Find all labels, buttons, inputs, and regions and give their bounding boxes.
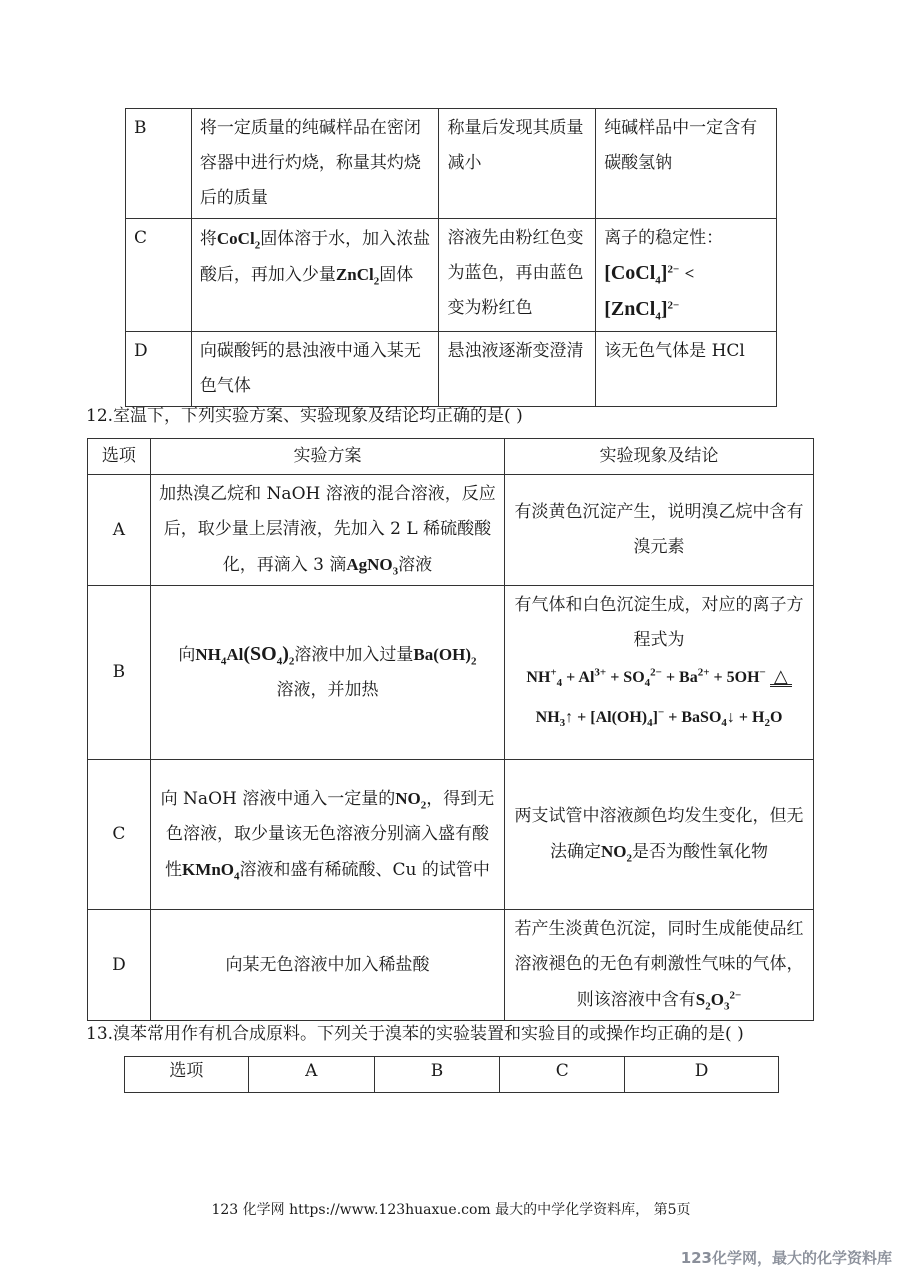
option-cell: A xyxy=(88,475,151,586)
table-header-row xyxy=(88,439,814,475)
option-cell: D xyxy=(88,910,151,1021)
table-row xyxy=(126,332,777,407)
table-row xyxy=(88,586,814,760)
table-row xyxy=(126,219,777,332)
heat-symbol: △ xyxy=(770,668,792,687)
method-cell: 加热溴乙烷和 NaOH 溶液的混合溶液，反应后，取少量上层清液，先加入 2 L 稀硫酸酸化，再滴入 3 滴AgNO$_3$溶液 xyxy=(150,475,504,586)
conclusion-cell: 离子的稳定性： [CoCl$_4$]$^{2-}$ < [ZnCl$_4$]$^{2-}$ xyxy=(596,219,777,332)
header-result: 实验现象及结论 xyxy=(505,439,814,475)
table-row xyxy=(88,760,814,910)
question-12: 12.室温下，下列实验方案、实验现象及结论均正确的是( ) xyxy=(86,406,523,426)
method-cell: 向某无色溶液中加入稀盐酸 xyxy=(150,910,504,1021)
conclusion-cell: 纯碱样品中一定含有碳酸氢钠 xyxy=(596,109,777,219)
phenomenon-cell: 悬浊液逐渐变澄清 xyxy=(439,332,596,407)
option-cell: D xyxy=(126,332,192,407)
method-cell: 向碳酸钙的悬浊液中通入某无色气体 xyxy=(191,332,439,407)
equation-line-1: $NH^+_4 + Al^{3+} + SO_4^{2-} + Ba^{2+} + 5OH^-$ △ xyxy=(513,658,805,698)
header-a: A xyxy=(248,1057,374,1093)
header-c: C xyxy=(500,1057,625,1093)
option-cell: C xyxy=(88,760,151,910)
watermark: 123化学网，最大的化学资料库 xyxy=(680,1249,892,1267)
phenomenon-cell: 称量后发现其质量减小 xyxy=(439,109,596,219)
table-row xyxy=(88,910,814,1021)
result-cell xyxy=(505,586,814,760)
method-cell: 将CoCl$_2$固体溶于水，加入浓盐酸后，再加入少量ZnCl$_2$固体 xyxy=(191,219,439,332)
result-cell: 若产生淡黄色沉淀，同时生成能使品红溶液褪色的无色有刺激性气味的气体，则该溶液中含有$S_2O_3^{2-}$ xyxy=(505,910,814,1021)
result-cell: 两支试管中溶液颜色均发生变化，但无法确定$NO_2$是否为酸性氧化物 xyxy=(505,760,814,910)
question-13: 13.溴苯常用作有机合成原料。下列关于溴苯的实验装置和实验目的或操作均正确的是( ) xyxy=(86,1024,744,1044)
header-option: 选项 xyxy=(125,1057,249,1093)
header-method: 实验方案 xyxy=(150,439,504,475)
conclusion-cell: 该无色气体是 HCl xyxy=(596,332,777,407)
table-row xyxy=(88,475,814,586)
table-q12 xyxy=(87,438,814,1021)
table-header-row xyxy=(125,1057,779,1093)
header-d: D xyxy=(625,1057,779,1093)
method-cell: 向 NaOH 溶液中通入一定量的$NO_2$，得到无色溶液，取少量该无色溶液分别滴入盛有酸性KMnO$_4$溶液和盛有稀硫酸、Cu 的试管中 xyxy=(150,760,504,910)
option-cell: B xyxy=(126,109,192,219)
table-row xyxy=(126,109,777,219)
header-option: 选项 xyxy=(88,439,151,475)
table-q11 xyxy=(125,108,777,407)
equation-line-2: $NH_3↑ + [Al(OH)_4]^-$ + BaSO$_4$↓ + $H_2O$ xyxy=(535,706,783,730)
header-b: B xyxy=(374,1057,500,1093)
option-cell: B xyxy=(88,586,151,760)
table-q13 xyxy=(124,1056,779,1093)
option-cell: C xyxy=(126,219,192,332)
method-cell: 向$NH_4Al(SO_4)_2$溶液中加入过量$Ba(OH)_2$ 溶液，并加热 xyxy=(150,586,504,760)
page-footer: 123 化学网 https://www.123huaxue.com 最大的中学化学资料库， 第5页 xyxy=(211,1202,691,1218)
result-text: 有气体和白色沉淀生成，对应的离子方程式为 xyxy=(514,595,804,650)
result-cell: 有淡黄色沉淀产生，说明溴乙烷中含有溴元素 xyxy=(505,475,814,586)
phenomenon-cell: 溶液先由粉红色变为蓝色，再由蓝色变为粉红色 xyxy=(439,219,596,332)
method-cell: 将一定质量的纯碱样品在密闭容器中进行灼烧，称量其灼烧后的质量 xyxy=(191,109,439,219)
